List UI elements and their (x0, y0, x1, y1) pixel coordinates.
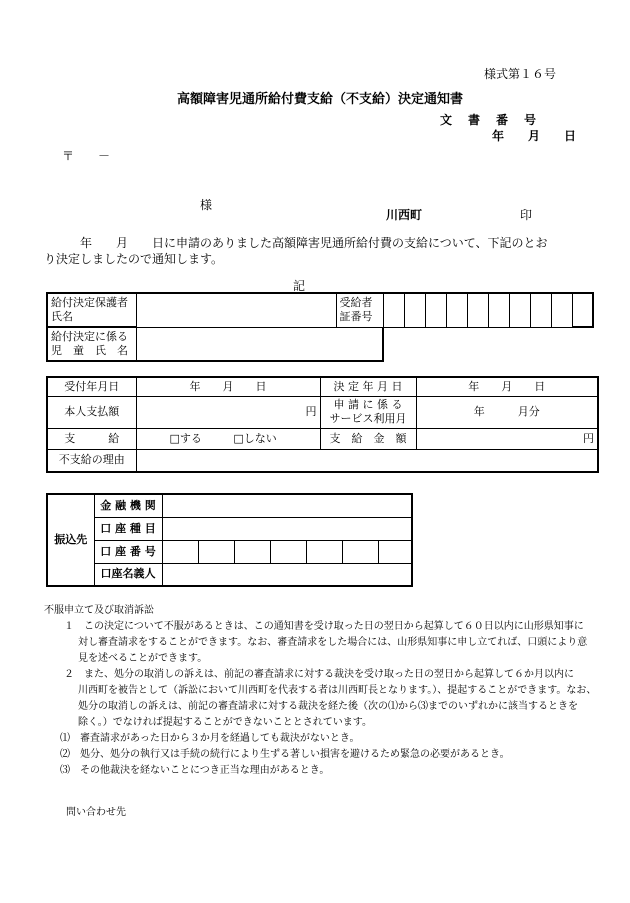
service-month[interactable]: 年 月分 (416, 396, 598, 428)
form-number: 様式第１６号 (484, 67, 557, 81)
reason-field[interactable] (136, 449, 598, 472)
child-name-field[interactable] (136, 327, 383, 361)
seal-mark: 印 (520, 208, 533, 222)
issuer-name: 川西町 (386, 208, 423, 222)
recipient-digit[interactable] (467, 293, 488, 327)
intro-line-2: り決定しましたので通知します。 (44, 252, 224, 266)
received-label: 受付年月日 (47, 377, 136, 396)
child-label: 給付決定に係る 児 童 氏 名 (47, 327, 136, 361)
recipient-digit[interactable] (488, 293, 509, 327)
payment-amount[interactable]: 円 (416, 428, 598, 449)
recipient-digit[interactable] (530, 293, 551, 327)
guardian-label: 給付決定保護者 氏名 (47, 293, 136, 327)
dest-label: 振込先 (47, 494, 94, 586)
contact-label: 問い合わせ先 (66, 807, 126, 818)
pay-yes-checkbox[interactable]: □する (169, 431, 202, 445)
recipient-digit[interactable] (446, 293, 467, 327)
decision-table (46, 376, 599, 473)
postal-mark: 〒 － (62, 149, 111, 163)
decision-date[interactable]: 年 月 日 (416, 377, 598, 396)
recipient-digit[interactable] (509, 293, 530, 327)
date-label: 年 月 日 (492, 129, 583, 143)
account-digit[interactable] (378, 540, 412, 563)
applicant-table (46, 292, 594, 362)
self-pay-label: 本人支払額 (47, 396, 136, 428)
decision-label: 決 定 年 月 日 (320, 377, 416, 396)
doc-number-label: 文 書 番 号 (440, 113, 539, 127)
service-month-label: 申 請 に 係 る サービス利用月 (320, 396, 416, 428)
intro-line-1: 年 月 日に申請のありました高額障害児通所給付費の支給について、下記のとお (44, 236, 548, 250)
holder-label: 口座名義人 (94, 563, 162, 586)
guardian-name-field[interactable] (136, 293, 336, 327)
recipient-digit[interactable] (383, 293, 404, 327)
holder-field[interactable] (162, 563, 412, 586)
document-title: 高額障害児通所給付費支給（不支給）決定通知書 (176, 92, 463, 107)
account-digit[interactable] (162, 540, 198, 563)
appeal-notes: 不服申立て及び取消訴訟 １ この決定について不服があるときは、この通知書を受け取った日の翌日から起算して６０日以内に山形県知事に 対し審査請求をすることができます。なお、審査請求をした場合には、山形県知事に申し立てれば、口頭により意 見を述べることができます。 ２ また、処分の取消しの訴えは、前記の審査請求に対する裁決を受け取った日の翌日から起算して６か月以内に 川西町を被告として（訴訟において川西町を代表する者は川西町長となります。）、提起することができます。なお、 処分の取消しの訴えは、前記の審査請求に対する裁決を経た後（次の⑴から⑶までのいずれかに該当するときを 除く。）でなければ提起することができないこととされています。 ⑴ 審査請求があった日から３か月を経過しても裁決がないとき。 ⑵ 処分、処分の執行又は手続の続行により生ずる著しい損害を避けるため緊急の必要があるとき。 ⑶ その他裁決を経ないことにつき正当な理由があるとき。 (44, 603, 604, 779)
account-digit[interactable] (234, 540, 270, 563)
bank-table (46, 493, 413, 587)
account-digit[interactable] (270, 540, 306, 563)
recipient-digit[interactable] (404, 293, 425, 327)
received-date[interactable]: 年 月 日 (136, 377, 320, 396)
recipient-digit[interactable] (551, 293, 572, 327)
addressee-suffix: 様 (200, 198, 213, 212)
reason-label: 不支給の理由 (47, 449, 136, 472)
bank-field[interactable] (162, 494, 412, 517)
account-digit[interactable] (342, 540, 378, 563)
recipient-label: 受給者 証番号 (336, 293, 383, 327)
ki-heading: 記 (293, 279, 306, 293)
amount-label: 支 給 金 額 (320, 428, 416, 449)
number-label: 口 座 番 号 (94, 540, 162, 563)
bank-label: 金 融 機 関 (94, 494, 162, 517)
recipient-digit[interactable] (425, 293, 446, 327)
account-digit[interactable] (306, 540, 342, 563)
account-digit[interactable] (198, 540, 234, 563)
recipient-digit[interactable] (572, 293, 593, 327)
payment-label: 支 給 (47, 428, 136, 449)
type-field[interactable] (162, 517, 412, 540)
notes-heading: 不服申立て及び取消訴訟 (44, 605, 154, 616)
self-pay-amount[interactable]: 円 (136, 396, 320, 428)
payment-choice (136, 428, 320, 449)
pay-no-checkbox[interactable]: □しない (233, 431, 277, 445)
type-label: 口 座 種 目 (94, 517, 162, 540)
